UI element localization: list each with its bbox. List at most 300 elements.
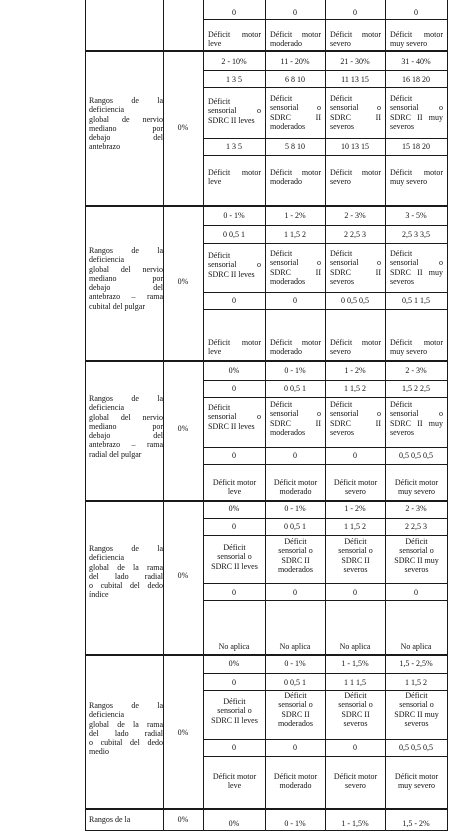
row-rule — [203, 225, 447, 226]
sensory-deficit-line: SDRC II — [341, 555, 370, 565]
motor-deficit — [270, 168, 321, 187]
sensory-deficit-line: SDRC II muy — [390, 112, 443, 122]
region-label-line: Rangos de la — [89, 246, 163, 255]
score-values: 5 8 10 — [285, 142, 305, 151]
region-label-line: Rangos de la — [89, 701, 163, 710]
sensory-deficit-line: SDRC II leves — [208, 421, 255, 431]
sensory-deficit-line: Déficit — [270, 249, 293, 258]
column-divider — [385, 0, 386, 831]
range-value: 1 - 1,5% — [341, 819, 369, 828]
sensory-deficit — [390, 249, 443, 286]
range-value: 0% — [228, 366, 240, 375]
row-rule — [203, 397, 447, 398]
motor-deficit-line: severo — [330, 39, 351, 49]
sensory-deficit — [208, 543, 261, 571]
score-values: 0 0,5 1 — [284, 678, 306, 687]
value-zero: 0 — [293, 8, 297, 17]
region-label — [89, 394, 163, 459]
sensory-deficit-line: sensorial o — [330, 409, 381, 419]
sensory-deficit — [208, 97, 261, 125]
sensory-deficit-line: sensorial o — [270, 103, 321, 113]
motor-deficit-line: muy severo — [390, 177, 428, 187]
sensory-deficit-line: severos — [390, 427, 414, 437]
region-label — [89, 96, 163, 152]
motor-deficit-line: moderado — [270, 347, 302, 357]
motor-deficit-line: leve — [208, 347, 222, 357]
block-rule — [85, 654, 447, 656]
sensory-deficit-line: sensorial o — [208, 412, 261, 422]
score-values: 1 3 5 — [226, 142, 242, 151]
score-values: 0 — [293, 588, 297, 597]
sensory-deficit-line: sensorial o — [338, 546, 373, 556]
motor-deficit-line: leve — [227, 487, 242, 497]
value-zero: 0 — [414, 8, 418, 17]
score-values: 1 1,5 2 — [405, 678, 427, 687]
sensory-deficit-line: sensorial o — [338, 700, 373, 710]
score-values: 0 — [293, 296, 297, 305]
motor-deficit-line: muy severo — [390, 347, 428, 357]
row-rule — [203, 87, 447, 88]
sensory-deficit — [330, 249, 381, 286]
range-value: 2 - 3% — [344, 211, 366, 220]
score-values: 0 — [353, 451, 357, 460]
sensory-deficit-line: Déficit — [223, 543, 246, 552]
range-value: 0 - 1% — [284, 659, 306, 668]
row-rule — [203, 380, 447, 381]
motor-deficit — [208, 338, 261, 357]
score-values: 0 — [353, 743, 357, 752]
score-values: 0 — [232, 522, 236, 531]
motor-deficit — [390, 168, 443, 187]
sensory-deficit — [270, 94, 321, 131]
sensory-deficit — [270, 691, 321, 728]
region-label-line: antebrazo – rama — [89, 292, 163, 302]
sensory-deficit — [270, 537, 321, 574]
sensory-deficit-line: sensorial o — [278, 546, 313, 556]
score-values: 0 — [232, 678, 236, 687]
sensory-deficit — [390, 537, 443, 574]
region-label-line: o cubital del dedo — [89, 738, 163, 748]
range-value: 2 - 3% — [405, 504, 427, 513]
range-value: 0 - 1% — [284, 819, 306, 828]
sensory-deficit-line: SDRC II — [281, 555, 310, 565]
sensory-deficit-line: SDRC II leves — [208, 115, 255, 125]
range-value: 21 - 30% — [340, 57, 370, 66]
region-label-line: debajo del — [89, 431, 163, 441]
block-rule — [85, 808, 447, 810]
sensory-deficit-line: moderados — [270, 427, 306, 437]
region-label-line: cubital del pulgar — [89, 301, 145, 311]
region-label — [89, 544, 163, 600]
sensory-deficit-line: Déficit — [223, 697, 246, 706]
sensory-deficit-line: SDRC II muy — [390, 267, 443, 277]
block-rule — [85, 205, 447, 207]
region-label-line: índice — [89, 590, 109, 600]
range-value: 1 - 2% — [344, 504, 366, 513]
score-values: 0,5 0,5 0,5 — [399, 451, 433, 460]
region-label-line: global del nervio — [89, 412, 163, 422]
block-rule — [85, 360, 447, 362]
sensory-deficit — [330, 537, 381, 574]
row-rule — [203, 447, 447, 448]
sensory-deficit-line: Déficit — [390, 94, 413, 103]
sensory-deficit — [208, 697, 261, 725]
motor-deficit-line: leve — [227, 781, 242, 791]
region-label-line: Rangos de la — [89, 815, 131, 824]
motor-deficit-line: Déficit motor — [208, 338, 261, 347]
region-label-line: deficiencia — [89, 255, 125, 265]
sensory-deficit-line: SDRC II muy — [390, 418, 443, 428]
sensory-deficit — [270, 400, 321, 437]
region-label-line: global de nervio — [89, 114, 163, 124]
range-value: 3 - 5% — [405, 211, 427, 220]
range-value: 31 - 40% — [401, 57, 431, 66]
sensory-deficit — [330, 94, 381, 131]
region-label-line: global de la rama — [89, 562, 163, 572]
region-label — [89, 815, 163, 824]
region-label — [89, 701, 163, 757]
row-rule — [203, 739, 447, 740]
sensory-deficit-line: severos — [330, 276, 354, 286]
region-label-line: deficiencia — [89, 710, 125, 720]
motor-deficit-line: Déficit motor — [390, 338, 443, 347]
motor-deficit-line: Déficit motor — [333, 478, 378, 487]
motor-deficit-line: leve — [208, 177, 222, 187]
score-values: 0 — [232, 384, 236, 393]
score-values: 2 2,5 3 — [405, 522, 427, 531]
motor-deficit-line: Déficit motor — [330, 168, 381, 177]
motor-deficit-line: Déficit motor — [270, 338, 321, 347]
sensory-deficit-line: Déficit — [405, 537, 428, 546]
score-values: 16 18 20 — [402, 75, 430, 84]
range-value: 1,5 - 2% — [402, 819, 430, 828]
row-rule — [203, 70, 447, 71]
score-values: 0 — [232, 296, 236, 305]
row-rule — [203, 518, 447, 519]
motor-deficit-line: Déficit motor — [212, 772, 257, 781]
region-label-line: Rangos de la — [89, 96, 163, 105]
sensory-deficit-line: sensorial o — [330, 103, 381, 113]
motor-deficit-line: Déficit motor — [390, 30, 443, 39]
motor-deficit-line: Déficit motor — [270, 30, 321, 39]
sensory-deficit — [330, 400, 381, 437]
score-values: 0,5 1 1,5 — [402, 296, 430, 305]
motor-deficit-line: muy severo — [390, 39, 428, 49]
column-divider — [203, 0, 204, 831]
motor-deficit-line: Déficit motor — [394, 772, 439, 781]
sensory-deficit-line: Déficit — [270, 400, 293, 409]
percent-value: 0% — [177, 571, 189, 580]
region-label-line: del lado radial — [89, 571, 163, 581]
sensory-deficit-line: sensorial o — [399, 546, 434, 556]
score-values: 1 1,5 2 — [284, 230, 306, 239]
row-rule — [203, 155, 447, 156]
score-values: 0 — [232, 588, 236, 597]
sensory-deficit-line: sensorial o — [208, 106, 261, 116]
row-rule — [203, 673, 447, 674]
percent-value: 0% — [177, 123, 189, 132]
region-label-line: global de la rama — [89, 719, 163, 729]
motor-deficit-line: moderado — [279, 781, 312, 791]
motor-deficit-line: Déficit motor — [330, 338, 381, 347]
motor-deficit-line: moderado — [270, 177, 302, 187]
score-values: 1 1 1,5 — [344, 678, 366, 687]
score-values: 0 0,5 1 — [284, 384, 306, 393]
block-rule — [85, 500, 447, 502]
not-applicable: No aplica — [339, 642, 371, 651]
motor-deficit-line: Déficit motor — [330, 30, 381, 39]
sensory-deficit-line: Déficit — [344, 537, 367, 546]
value-zero: 0 — [353, 8, 357, 17]
sensory-deficit-line: moderados — [270, 276, 306, 286]
motor-deficit-line: muy severo — [397, 487, 436, 497]
motor-deficit-line: severo — [345, 781, 366, 791]
score-values: 1 1,5 2 — [344, 384, 366, 393]
sensory-deficit-line: SDRC II — [270, 112, 321, 122]
region-label-line: o cubital del dedo — [89, 581, 163, 591]
sensory-deficit-line: sensorial o — [278, 700, 313, 710]
motor-deficit-line: Déficit motor — [270, 168, 321, 177]
not-applicable: No aplica — [400, 642, 432, 651]
not-applicable: No aplica — [279, 642, 311, 651]
sensory-deficit-line: Déficit — [284, 691, 307, 700]
row-rule — [203, 19, 447, 20]
sensory-deficit-line: sensorial o — [270, 409, 321, 419]
row-rule — [203, 600, 447, 601]
motor-deficit — [208, 478, 261, 497]
motor-deficit-line: severo — [330, 347, 351, 357]
sensory-deficit-line: Déficit — [390, 249, 413, 258]
motor-deficit — [330, 168, 381, 187]
sensory-deficit — [330, 691, 381, 728]
motor-deficit-line: Déficit motor — [273, 478, 318, 487]
sensory-deficit-line: SDRC II muy — [394, 555, 439, 565]
motor-deficit — [270, 772, 321, 791]
sensory-deficit-line: Déficit — [270, 94, 293, 103]
row-rule — [203, 292, 447, 293]
sensory-deficit-line: moderados — [270, 121, 306, 131]
sensory-deficit-line: SDRC II — [330, 267, 381, 277]
block-rule — [85, 50, 447, 52]
row-rule — [203, 535, 447, 536]
motor-deficit-line: Déficit motor — [208, 30, 261, 39]
sensory-deficit-line: Déficit — [208, 251, 231, 260]
motor-deficit — [330, 338, 381, 357]
score-values: 15 18 20 — [402, 142, 430, 151]
motor-deficit-line: Déficit motor — [208, 168, 261, 177]
left-border — [85, 0, 86, 831]
column-divider — [325, 0, 326, 831]
motor-deficit — [390, 338, 443, 357]
region-label-line: antebrazo — [89, 142, 121, 152]
score-values: 0 0,5 0,5 — [341, 296, 369, 305]
score-values: 2 2,5 3 — [344, 230, 366, 239]
range-value: 1,5 - 2,5% — [399, 659, 433, 668]
score-values: 0 — [232, 743, 236, 752]
motor-deficit-line: muy severo — [397, 781, 436, 791]
region-label-line: mediano por — [89, 123, 163, 133]
column-divider — [265, 0, 266, 831]
score-values: 0,5 0,5 0,5 — [399, 743, 433, 752]
score-values: 0 0,5 1 — [284, 522, 306, 531]
sensory-deficit-line: severos — [404, 564, 429, 574]
range-value: 0% — [228, 504, 240, 513]
sensory-deficit — [390, 691, 443, 728]
motor-deficit — [208, 30, 261, 49]
sensory-deficit-line: SDRC II leves — [208, 269, 255, 279]
score-values: 11 13 15 — [341, 75, 369, 84]
motor-deficit — [208, 772, 261, 791]
sensory-deficit-line: Déficit — [344, 691, 367, 700]
sensory-deficit-line: SDRC II — [270, 267, 321, 277]
score-values: 0 — [293, 743, 297, 752]
score-values: 2,5 3 3,5 — [402, 230, 430, 239]
motor-deficit-line: Déficit motor — [273, 772, 318, 781]
sensory-deficit — [390, 400, 443, 437]
sensory-deficit-line: sensorial o — [208, 260, 261, 270]
motor-deficit-line: Déficit motor — [333, 772, 378, 781]
region-label-line: medio — [89, 747, 109, 757]
range-value: 0% — [228, 819, 240, 828]
region-label-line: del lado radial — [89, 728, 163, 738]
sensory-deficit-line: Déficit — [284, 537, 307, 546]
sensory-deficit-line: sensorial o — [390, 409, 443, 419]
sensory-deficit-line: severos — [390, 276, 414, 286]
motor-deficit-line: moderado — [270, 39, 302, 49]
score-values: 0 — [293, 451, 297, 460]
range-value: 0% — [228, 659, 240, 668]
score-values: 0 — [353, 588, 357, 597]
score-values: 0 — [232, 451, 236, 460]
range-value: 1 - 2% — [284, 211, 306, 220]
motor-deficit — [330, 772, 381, 791]
sensory-deficit-line: sensorial o — [330, 258, 381, 268]
sensory-deficit — [208, 251, 261, 279]
range-value: 0 - 1% — [284, 366, 306, 375]
sensory-deficit-line: Déficit — [208, 403, 231, 412]
score-values: 6 8 10 — [285, 75, 305, 84]
sensory-deficit-line: moderados — [277, 718, 314, 728]
region-label-line: antebrazo – rama — [89, 440, 163, 450]
motor-deficit — [390, 30, 443, 49]
percent-value: 0% — [177, 728, 189, 737]
region-label-line: debajo del — [89, 283, 163, 293]
sensory-deficit-line: Déficit — [330, 400, 353, 409]
sensory-deficit-line: severos — [330, 427, 354, 437]
sensory-deficit-line: severos — [404, 718, 429, 728]
sensory-deficit-line: Déficit — [330, 94, 353, 103]
motor-deficit — [208, 168, 261, 187]
sensory-deficit-line: severos — [343, 564, 368, 574]
region-label-line: deficiencia — [89, 105, 125, 115]
sensory-deficit-line: SDRC II — [330, 112, 381, 122]
sensory-deficit-line: Déficit — [405, 691, 428, 700]
motor-deficit-line: severo — [330, 177, 351, 187]
sensory-deficit-line: SDRC II — [281, 709, 310, 719]
range-value: 0 - 1% — [223, 211, 245, 220]
sensory-deficit-line: moderados — [277, 564, 314, 574]
region-label-line: mediano por — [89, 273, 163, 283]
motor-deficit — [270, 338, 321, 357]
not-applicable: No aplica — [218, 642, 250, 651]
row-rule — [203, 138, 447, 139]
score-values: 1 1,5 2 — [344, 522, 366, 531]
value-zero: 0 — [232, 8, 236, 17]
row-rule — [203, 464, 447, 465]
sensory-deficit-line: severos — [343, 718, 368, 728]
range-value: 2 - 10% — [221, 57, 247, 66]
score-values: 1 3 5 — [226, 75, 242, 84]
region-label-line: debajo del — [89, 133, 163, 143]
percent-value: 0% — [177, 815, 189, 824]
motor-deficit — [270, 30, 321, 49]
motor-deficit-line: moderado — [279, 487, 312, 497]
motor-deficit-line: Déficit motor — [212, 478, 257, 487]
motor-deficit — [390, 478, 443, 497]
region-label-line: deficiencia — [89, 553, 125, 563]
motor-deficit-line: Déficit motor — [394, 478, 439, 487]
sensory-deficit-line: Déficit — [390, 400, 413, 409]
sensory-deficit-line: sensorial o — [390, 103, 443, 113]
region-label-line: global del nervio — [89, 264, 163, 274]
motor-deficit-line: leve — [208, 39, 222, 49]
region-label-line: mediano por — [89, 421, 163, 431]
row-rule — [203, 756, 447, 757]
sensory-deficit-line: sensorial o — [217, 706, 252, 716]
region-label — [89, 246, 163, 311]
sensory-deficit-line: sensorial o — [270, 258, 321, 268]
sensory-deficit-line: SDRC II muy — [394, 709, 439, 719]
motor-deficit — [330, 478, 381, 497]
sensory-deficit-line: SDRC II — [341, 709, 370, 719]
sensory-deficit-line: Déficit — [208, 97, 231, 106]
range-value: 0 - 1% — [284, 504, 306, 513]
score-values: 10 13 15 — [341, 142, 369, 151]
sensory-deficit — [270, 249, 321, 286]
range-value: 1 - 2% — [344, 366, 366, 375]
range-value: 11 - 20% — [280, 57, 310, 66]
sensory-deficit-line: sensorial o — [390, 258, 443, 268]
region-label-line: deficiencia — [89, 403, 125, 413]
motor-deficit-line: Déficit motor — [390, 168, 443, 177]
percent-value: 0% — [177, 424, 189, 433]
score-values: 0 0,5 1 — [223, 230, 245, 239]
sensory-deficit-line: SDRC II leves — [211, 561, 258, 571]
right-border — [447, 0, 448, 831]
percent-value: 0% — [177, 277, 189, 286]
sensory-deficit-line: severos — [330, 121, 354, 131]
sensory-deficit-line: SDRC II — [330, 418, 381, 428]
motor-deficit-line: severo — [345, 487, 366, 497]
row-rule — [203, 309, 447, 310]
range-value: 1 - 1,5% — [341, 659, 369, 668]
range-value: 2 - 3% — [405, 366, 427, 375]
sensory-deficit-line: severos — [390, 121, 414, 131]
score-values: 1,5 2 2,5 — [402, 384, 430, 393]
sensory-deficit — [390, 94, 443, 131]
region-label-line: Rangos de la — [89, 544, 163, 553]
motor-deficit — [270, 478, 321, 497]
sensory-deficit-line: Déficit — [330, 249, 353, 258]
row-rule — [203, 583, 447, 584]
sensory-deficit-line: sensorial o — [217, 552, 252, 562]
sensory-deficit-line: sensorial o — [399, 700, 434, 710]
score-values: 0 — [414, 588, 418, 597]
sensory-deficit — [208, 403, 261, 431]
sensory-deficit-line: SDRC II leves — [211, 715, 258, 725]
sensory-deficit-line: SDRC II — [270, 418, 321, 428]
motor-deficit — [390, 772, 443, 791]
